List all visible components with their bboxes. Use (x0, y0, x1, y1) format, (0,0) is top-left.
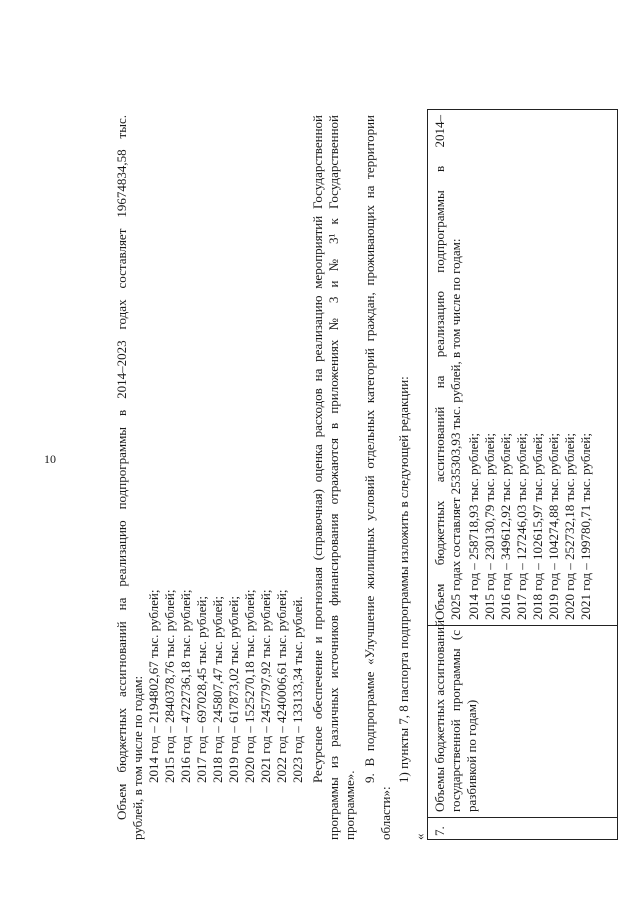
table-row-number: 7. (432, 826, 447, 836)
table-year-2021: 2021 год – 199780,71 тыс. рублей; (578, 433, 593, 620)
table-year-2014: 2014 год – 258718,93 тыс. рублей; (466, 433, 481, 620)
year-line-2018: 2018 год – 245807,47 тыс. рублей; (210, 596, 225, 783)
year-line-2023: 2023 год – 133133,34 тыс. рублей. (290, 596, 305, 783)
table-cell-content (428, 109, 618, 625)
table-year-2018: 2018 год – 102615,97 тыс. рублей; (530, 433, 545, 620)
table-year-2020: 2020 год – 252732,18 тыс. рублей; (562, 433, 577, 620)
paragraph-resources-line-1: Ресурсное обеспечение и прогнозная (справочная) оценка расходов на реализацию мероприятий Государственной (310, 115, 325, 783)
table-label-line-1: Объемы бюджетных ассигнований (432, 619, 447, 812)
year-line-2019: 2019 год – 617873,02 тыс. рублей; (226, 596, 241, 783)
year-line-2022: 2022 год – 4240006,61 тыс. рублей; (274, 589, 289, 783)
table-cell-number (428, 817, 618, 839)
paragraph-budget-line-2: рублей, в том числе по годам: (130, 675, 145, 840)
table-year-2019: 2019 год – 104274,88 тыс. рублей; (546, 433, 561, 620)
table-year-2015: 2015 год – 230130,79 тыс. рублей; (482, 433, 497, 620)
passport-table (427, 109, 618, 840)
opening-quote: « (412, 833, 427, 840)
year-line-2021: 2021 год – 2457797,92 тыс. рублей; (258, 589, 273, 783)
table-cell-label (428, 619, 618, 817)
year-line-2014: 2014 год – 2194802,67 тыс. рублей; (146, 589, 161, 783)
table-year-2017: 2017 год – 127246,03 тыс. рублей; (514, 433, 529, 620)
year-line-2015: 2015 год – 2840378,76 тыс. рублей; (162, 589, 177, 783)
table-content-line-1: Объем бюджетных ассигнований на реализацию подпрограммы в 2014– (432, 115, 447, 620)
paragraph-budget-line-1: Объем бюджетных ассигнований на реализацию подпрограммы в 2014–2023 годах составляет 19674834,58 тыс. (114, 115, 129, 820)
paragraph-resources-line-2: программы из различных источников финансирования отражаются в приложениях № 3 и № 3¹ к Государственной (326, 115, 341, 840)
paragraph-resources-line-3: программе». (342, 770, 357, 840)
paragraph-subprogram-line-1: 9. В подпрограмме «Улучшение жилищных условий отдельных категорий граждан, проживающих на территории (362, 115, 377, 783)
paragraph-items-instruction: 1) пункты 7, 8 паспорта подпрограммы изложить в следующей редакции: (396, 376, 411, 783)
page-number: 10 (44, 452, 56, 466)
rotated-page-content (100, 100, 640, 840)
table-label-line-3: разбивкой по годам) (464, 699, 479, 812)
table-year-2016: 2016 год – 349612,92 тыс. рублей; (498, 433, 513, 620)
table-content-line-2: 2025 годах составляет 2535303,93 тыс. рублей, в том числе по годам: (448, 238, 463, 620)
table-label-line-2: государственной программы (с (448, 630, 463, 812)
year-line-2020: 2020 год – 1525270,18 тыс. рублей; (242, 589, 257, 783)
year-line-2017: 2017 год – 697028,45 тыс. рублей; (194, 596, 209, 783)
year-line-2016: 2016 год – 4722736,18 тыс. рублей; (178, 589, 193, 783)
paragraph-subprogram-line-2: области»: (378, 786, 393, 840)
